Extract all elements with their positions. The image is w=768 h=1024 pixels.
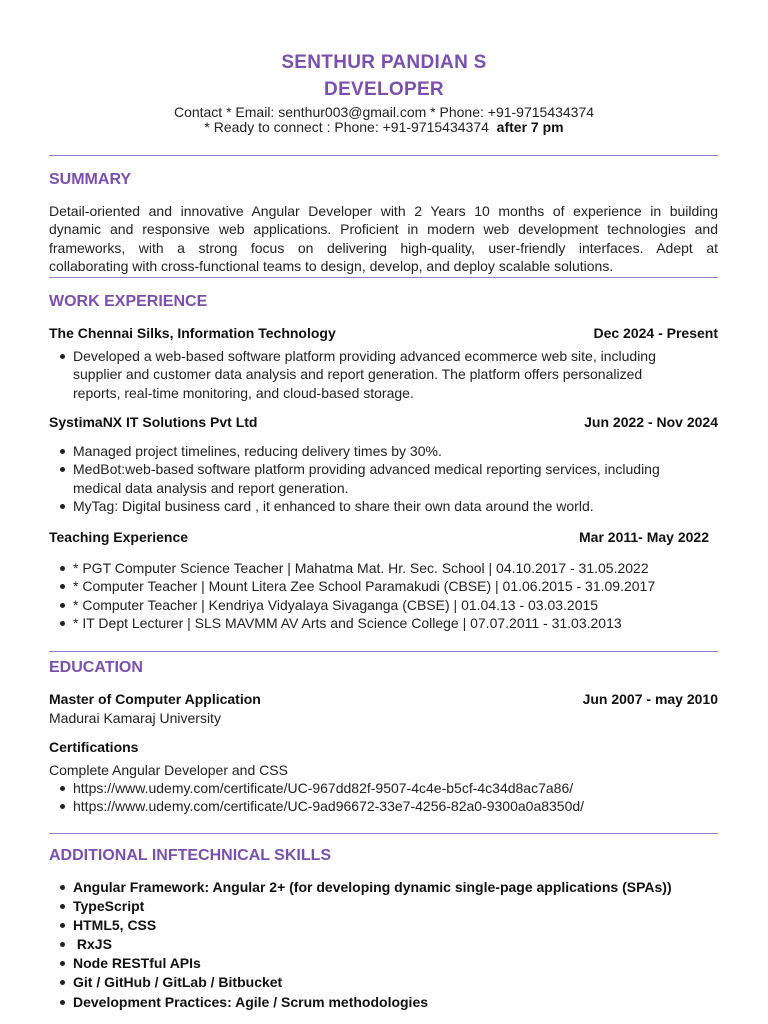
candidate-name: SENTHUR PANDIAN S (281, 52, 487, 73)
summary-text (49, 202, 718, 275)
job-company: Teaching Experience (49, 529, 189, 545)
list-item: * Computer Teacher | Kendriya Vidyalaya Sivaganga (CBSE) | 01.04.13 - 03.03.2015 (49, 596, 709, 614)
job-bullets (49, 559, 709, 633)
skill-item: HTML5, CSS (49, 916, 709, 935)
skill-item: TypeScript (49, 897, 709, 916)
divider (49, 651, 718, 652)
certificate-link[interactable]: https://www.udemy.com/certificate/UC-967dd82f-9507-4c4e-b5cf-4c34d8ac7a86/ (49, 779, 709, 797)
skill-item: Git / GitHub / GitLab / Bitbucket (49, 973, 709, 992)
job-dates: Dec 2024 - Present (593, 325, 718, 341)
summary-line: dynamic and responsive web applications. Proficient in modern web development technologies and (49, 221, 718, 238)
availability-line (0, 118, 768, 136)
list-item: MyTag: Digital business card , it enhanced to share their own data around the world. (49, 497, 669, 515)
job-header (49, 529, 709, 545)
divider (49, 833, 718, 834)
skill-item: Node RESTful APIs (49, 954, 709, 973)
certification-course: Complete Angular Developer and CSS (49, 762, 288, 778)
degree-name: Master of Computer Application (49, 691, 261, 707)
availability-text: * Ready to connect : Phone: +91-9715434374 (204, 119, 489, 135)
list-item: * IT Dept Lecturer | SLS MAVMM AV Arts and Science College | 07.07.2011 - 31.03.2013 (49, 614, 709, 632)
job-dates: Jun 2022 - Nov 2024 (584, 414, 718, 430)
summary-heading: SUMMARY (49, 171, 132, 188)
degree-header (49, 691, 718, 707)
contact-line: Contact * Email: senthur003@gmail.com * Phone: +91-9715434374 (173, 104, 595, 120)
skill-item: RxJS (49, 935, 709, 954)
list-item: Managed project timelines, reducing delivery times by 30%. (49, 442, 669, 460)
skill-item: Angular Framework: Angular 2+ (for developing dynamic single-page applications (SPAs)) (49, 878, 709, 897)
job-header (49, 325, 718, 341)
education-heading: EDUCATION (49, 659, 143, 676)
skill-item: Development Practices: Agile / Scrum methodologies (49, 993, 709, 1012)
degree-dates: Jun 2007 - may 2010 (582, 691, 718, 707)
availability-time: after 7 pm (496, 119, 564, 135)
university-name: Madurai Kamaraj University (49, 710, 221, 726)
job-company: SystimaNX IT Solutions Pvt Ltd (49, 414, 258, 430)
job-bullets (49, 347, 669, 402)
certification-links (49, 779, 709, 816)
list-item: MedBot:web-based software platform providing advanced medical reporting services, including medical data analysis and report generation. (49, 460, 669, 497)
certificate-link[interactable]: https://www.udemy.com/certificate/UC-9ad96672-33e7-4256-82a0-9300a0a8350d/ (49, 797, 709, 815)
summary-line: collaborating with cross-functional teams to design, develop, and deploy scalable solutions. (49, 257, 614, 274)
summary-line: frameworks, with a strong focus on delivering high-quality, user-friendly interfaces. Adept at (49, 239, 718, 256)
skills-list (49, 878, 709, 1012)
job-bullets (49, 442, 669, 516)
job-company: The Chennai Silks, Information Technology (49, 325, 336, 341)
list-item: Developed a web-based software platform providing advanced ecommerce web site, including supplier and customer data analysis and report generation. The platform offers personalized reports, real-time monitoring, and cloud-based storage. (49, 347, 669, 402)
divider (49, 155, 718, 156)
job-dates: Mar 2011- May 2022 (579, 529, 709, 545)
divider (49, 277, 718, 278)
list-item: * Computer Teacher | Mount Litera Zee School Paramakudi (CBSE) | 01.06.2015 - 31.09.2017 (49, 577, 709, 595)
candidate-role: DEVELOPER (324, 79, 444, 100)
work-heading: WORK EXPERIENCE (49, 293, 208, 310)
list-item: * PGT Computer Science Teacher | Mahatma Mat. Hr. Sec. School | 04.10.2017 - 31.05.2022 (49, 559, 709, 577)
certifications-heading: Certifications (49, 739, 139, 755)
skills-heading: ADDITIONAL INFTECHNICAL SKILLS (49, 847, 332, 864)
job-header (49, 414, 718, 430)
summary-line: Detail-oriented and innovative Angular Developer with 2 Years 10 months of experience in building (49, 203, 718, 219)
